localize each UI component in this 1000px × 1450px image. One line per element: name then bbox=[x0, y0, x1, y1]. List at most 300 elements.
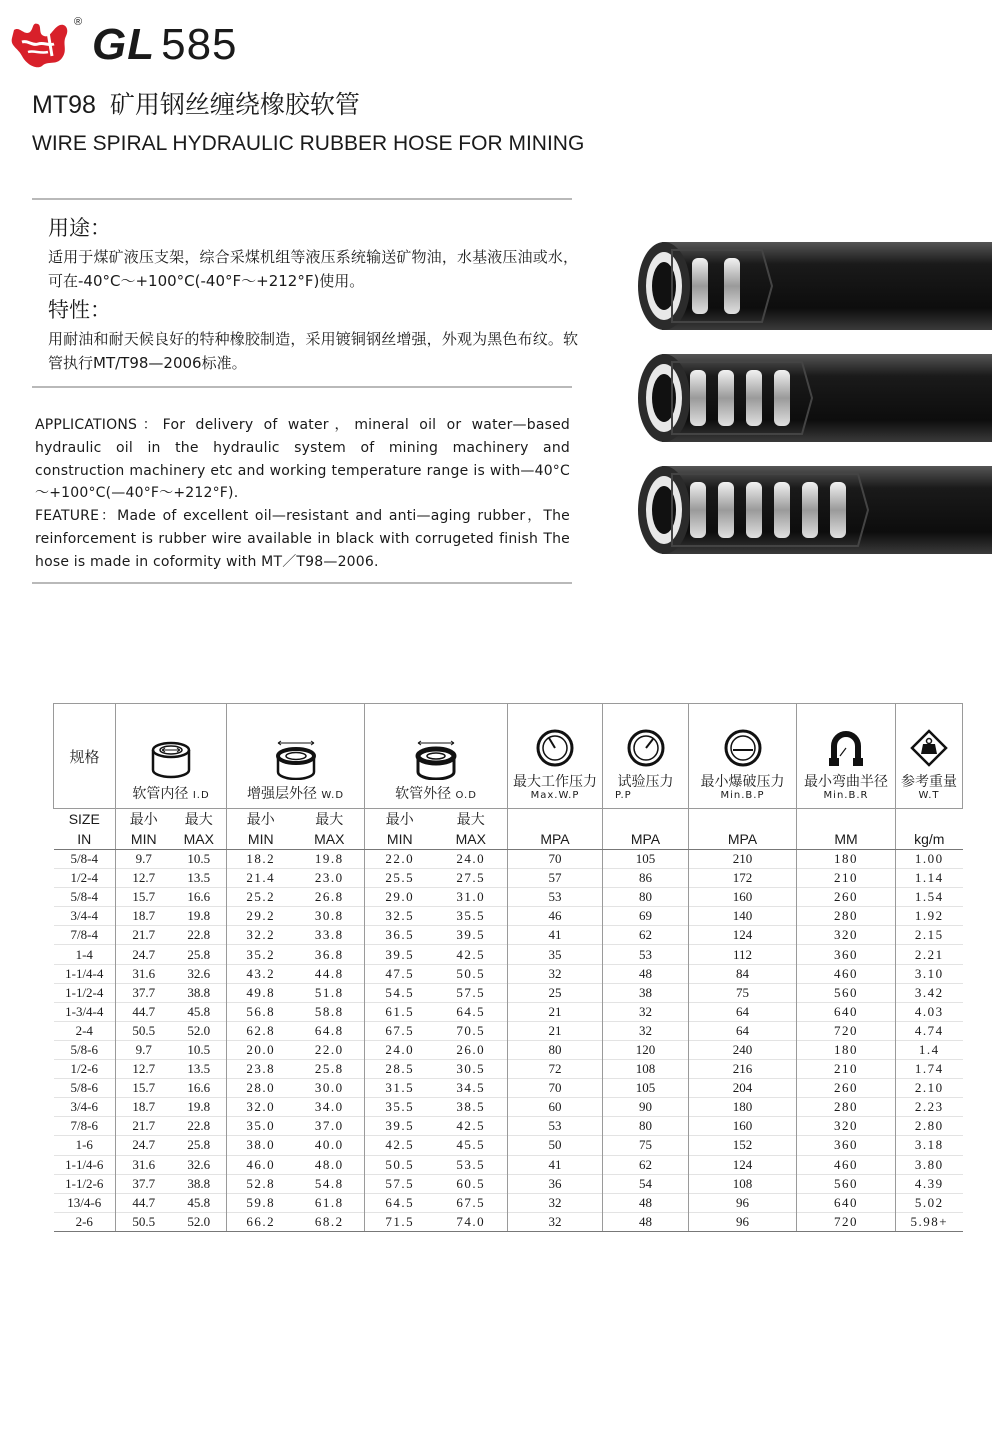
value-cell: 32.6 bbox=[172, 964, 227, 983]
value-cell: 33.8 bbox=[295, 926, 365, 945]
value-cell: 61.8 bbox=[295, 1193, 365, 1212]
header-label: 试验压力 bbox=[617, 774, 674, 790]
value-cell: 32.2 bbox=[227, 926, 295, 945]
value-cell: 28.5 bbox=[365, 1060, 435, 1079]
value-cell: 53 bbox=[508, 1117, 603, 1136]
value-cell: 57.5 bbox=[365, 1174, 435, 1193]
header-reinforcement-diameter bbox=[227, 704, 365, 809]
table-row bbox=[54, 907, 963, 926]
unit-label: MM bbox=[797, 829, 896, 850]
min-label-cn: 最小 bbox=[227, 809, 295, 830]
value-cell: 70.5 bbox=[435, 1021, 508, 1040]
value-cell: 50.5 bbox=[116, 1021, 172, 1040]
value-cell: 53.5 bbox=[435, 1155, 508, 1174]
unit-label: MPA bbox=[689, 829, 797, 850]
value-cell: 112 bbox=[689, 945, 797, 964]
value-cell: 2.15 bbox=[896, 926, 963, 945]
value-cell: 42.5 bbox=[435, 945, 508, 964]
table-row bbox=[54, 888, 963, 907]
bend-radius-icon bbox=[826, 728, 866, 768]
header-abbr: P.P bbox=[615, 790, 632, 801]
value-cell: 35.0 bbox=[227, 1117, 295, 1136]
table-row bbox=[54, 1155, 963, 1174]
header-abbr: Max.W.P bbox=[530, 790, 580, 801]
table-row bbox=[54, 1079, 963, 1098]
weight-icon bbox=[909, 728, 949, 768]
header-max-working-pressure bbox=[508, 704, 603, 809]
size-cell: 1-1/2-6 bbox=[54, 1174, 116, 1193]
value-cell: 32.6 bbox=[172, 1155, 227, 1174]
value-cell: 24.7 bbox=[116, 1136, 172, 1155]
table-row bbox=[54, 1098, 963, 1117]
value-cell: 25.8 bbox=[172, 1136, 227, 1155]
header-abbr: Min.B.P bbox=[720, 790, 765, 801]
value-cell: 36.8 bbox=[295, 945, 365, 964]
value-cell: 19.8 bbox=[295, 850, 365, 869]
header-weight bbox=[896, 704, 963, 809]
header-label: 最小弯曲半径 bbox=[804, 774, 888, 790]
header-outer-diameter bbox=[365, 704, 508, 809]
value-cell: 24.7 bbox=[116, 945, 172, 964]
value-cell: 16.6 bbox=[172, 1079, 227, 1098]
value-cell: 18.2 bbox=[227, 850, 295, 869]
value-cell: 21.4 bbox=[227, 869, 295, 888]
value-cell: 105 bbox=[603, 1079, 689, 1098]
value-cell: 44.8 bbox=[295, 964, 365, 983]
size-cell: 2-6 bbox=[54, 1212, 116, 1231]
header-abbr: W.D bbox=[321, 790, 345, 801]
value-cell: 2.10 bbox=[896, 1079, 963, 1098]
value-cell: 15.7 bbox=[116, 1079, 172, 1098]
value-cell: 720 bbox=[797, 1212, 896, 1231]
value-cell: 64 bbox=[689, 1002, 797, 1021]
table-row bbox=[54, 869, 963, 888]
value-cell: 72 bbox=[508, 1060, 603, 1079]
features-heading-cn: 特性： bbox=[48, 298, 111, 322]
table-row bbox=[54, 1021, 963, 1040]
min-label-en: MIN bbox=[365, 829, 435, 850]
value-cell: 26.0 bbox=[435, 1040, 508, 1059]
applications-heading-cn: 用途： bbox=[48, 216, 111, 240]
value-cell: 15.7 bbox=[116, 888, 172, 907]
value-cell: 31.0 bbox=[435, 888, 508, 907]
value-cell: 70 bbox=[508, 850, 603, 869]
value-cell: 31.6 bbox=[116, 964, 172, 983]
value-cell: 21 bbox=[508, 1002, 603, 1021]
value-cell: 2.80 bbox=[896, 1117, 963, 1136]
value-cell: 640 bbox=[797, 1002, 896, 1021]
size-cell: 1-1/2-4 bbox=[54, 983, 116, 1002]
table-row bbox=[54, 983, 963, 1002]
value-cell: 37.0 bbox=[295, 1117, 365, 1136]
pressure-gauge-icon bbox=[626, 728, 666, 768]
value-cell: 160 bbox=[689, 1117, 797, 1136]
value-cell: 105 bbox=[603, 850, 689, 869]
value-cell: 75 bbox=[603, 1136, 689, 1155]
value-cell: 23.8 bbox=[227, 1060, 295, 1079]
max-label-en: MAX bbox=[435, 829, 508, 850]
applications-text-en: APPLICATIONS：For delivery of water，mineral oil or water—based hydraulic oil in the hydraulic system of mining machinery and construction machinery etc and working temperature range is with—40°C ～+100°C(—40°F～+212°F). bbox=[35, 417, 570, 502]
value-cell: 38.5 bbox=[435, 1098, 508, 1117]
table-body bbox=[54, 850, 963, 1232]
value-cell: 1.92 bbox=[896, 907, 963, 926]
value-cell: 48.0 bbox=[295, 1155, 365, 1174]
value-cell: 320 bbox=[797, 1117, 896, 1136]
value-cell: 39.5 bbox=[365, 945, 435, 964]
value-cell: 3.18 bbox=[896, 1136, 963, 1155]
value-cell: 44.7 bbox=[116, 1002, 172, 1021]
header-label: 软管外径 bbox=[395, 786, 452, 802]
value-cell: 62 bbox=[603, 1155, 689, 1174]
value-cell: 3.10 bbox=[896, 964, 963, 983]
table-row bbox=[54, 945, 963, 964]
value-cell: 204 bbox=[689, 1079, 797, 1098]
value-cell: 59.8 bbox=[227, 1193, 295, 1212]
value-cell: 52.8 bbox=[227, 1174, 295, 1193]
value-cell: 38.0 bbox=[227, 1136, 295, 1155]
header-label: 最大工作压力 bbox=[513, 774, 597, 790]
header-abbr: O.D bbox=[455, 790, 477, 801]
unit-label: kg/m bbox=[896, 829, 963, 850]
header-label: 最小爆破压力 bbox=[700, 774, 785, 790]
value-cell: 32 bbox=[508, 964, 603, 983]
value-cell: 56.8 bbox=[227, 1002, 295, 1021]
size-cell: 2-4 bbox=[54, 1021, 116, 1040]
value-cell: 52.0 bbox=[172, 1212, 227, 1231]
value-cell: 38.8 bbox=[172, 983, 227, 1002]
pressure-gauge-icon bbox=[723, 728, 763, 768]
value-cell: 54 bbox=[603, 1174, 689, 1193]
value-cell: 560 bbox=[797, 983, 896, 1002]
value-cell: 720 bbox=[797, 1021, 896, 1040]
inner-diameter-icon bbox=[149, 740, 193, 780]
size-cell: 5/8-4 bbox=[54, 850, 116, 869]
value-cell: 71.5 bbox=[365, 1212, 435, 1231]
size-cell: 5/8-6 bbox=[54, 1040, 116, 1059]
value-cell: 35 bbox=[508, 945, 603, 964]
value-cell: 51.8 bbox=[295, 983, 365, 1002]
value-cell: 64.5 bbox=[365, 1193, 435, 1212]
value-cell: 80 bbox=[603, 1117, 689, 1136]
value-cell: 172 bbox=[689, 869, 797, 888]
value-cell: 50.5 bbox=[365, 1155, 435, 1174]
value-cell: 3.42 bbox=[896, 983, 963, 1002]
value-cell: 84 bbox=[689, 964, 797, 983]
value-cell: 10.5 bbox=[172, 850, 227, 869]
value-cell: 9.7 bbox=[116, 850, 172, 869]
hose-cross-section-image bbox=[632, 462, 992, 558]
value-cell: 45.8 bbox=[172, 1002, 227, 1021]
value-cell: 210 bbox=[689, 850, 797, 869]
size-cell: 5/8-4 bbox=[54, 888, 116, 907]
value-cell: 1.54 bbox=[896, 888, 963, 907]
value-cell: 27.5 bbox=[435, 869, 508, 888]
value-cell: 80 bbox=[508, 1040, 603, 1059]
divider bbox=[32, 198, 572, 200]
value-cell: 180 bbox=[689, 1098, 797, 1117]
size-cell: 1/2-6 bbox=[54, 1060, 116, 1079]
value-cell: 58.8 bbox=[295, 1002, 365, 1021]
value-cell: 21.7 bbox=[116, 926, 172, 945]
header-abbr: Min.B.R bbox=[823, 790, 869, 801]
value-cell: 1.00 bbox=[896, 850, 963, 869]
value-cell: 64.5 bbox=[435, 1002, 508, 1021]
header-label: 参考重量 bbox=[901, 774, 957, 790]
value-cell: 35.2 bbox=[227, 945, 295, 964]
value-cell: 3.80 bbox=[896, 1155, 963, 1174]
header-inner-diameter bbox=[116, 704, 227, 809]
value-cell: 29.2 bbox=[227, 907, 295, 926]
size-cell: 7/8-4 bbox=[54, 926, 116, 945]
value-cell: 86 bbox=[603, 869, 689, 888]
value-cell: 37.7 bbox=[116, 983, 172, 1002]
value-cell: 108 bbox=[603, 1060, 689, 1079]
value-cell: 37.7 bbox=[116, 1174, 172, 1193]
header-abbr: I.D bbox=[192, 790, 210, 801]
reinforcement-diameter-icon bbox=[274, 740, 318, 780]
table-units-row bbox=[54, 829, 963, 850]
value-cell: 53 bbox=[508, 888, 603, 907]
table-row bbox=[54, 850, 963, 869]
unit-label: MPA bbox=[603, 829, 689, 850]
value-cell: 4.39 bbox=[896, 1174, 963, 1193]
value-cell: 32.5 bbox=[365, 907, 435, 926]
value-cell: 60.5 bbox=[435, 1174, 508, 1193]
brand-title bbox=[92, 18, 238, 72]
value-cell: 160 bbox=[689, 888, 797, 907]
value-cell: 57.5 bbox=[435, 983, 508, 1002]
value-cell: 64 bbox=[689, 1021, 797, 1040]
hose-cross-section-image bbox=[632, 350, 992, 446]
value-cell: 108 bbox=[689, 1174, 797, 1193]
pressure-gauge-icon bbox=[535, 728, 575, 768]
value-cell: 75 bbox=[689, 983, 797, 1002]
header-proof-pressure bbox=[603, 704, 689, 809]
table-row bbox=[54, 1136, 963, 1155]
value-cell: 24.0 bbox=[435, 850, 508, 869]
value-cell: 57 bbox=[508, 869, 603, 888]
value-cell: 49.8 bbox=[227, 983, 295, 1002]
value-cell: 26.8 bbox=[295, 888, 365, 907]
table-row bbox=[54, 1040, 963, 1059]
value-cell: 53 bbox=[603, 945, 689, 964]
value-cell: 18.7 bbox=[116, 907, 172, 926]
value-cell: 42.5 bbox=[435, 1117, 508, 1136]
value-cell: 16.6 bbox=[172, 888, 227, 907]
value-cell: 152 bbox=[689, 1136, 797, 1155]
value-cell: 25.5 bbox=[365, 869, 435, 888]
applications-text-cn: 适用于煤矿液压支架，综合采煤机组等液压系统输送矿物油，水基液压油或水，可在-40°C～+100°C(-40°F～+212°F)使用。 bbox=[48, 248, 578, 290]
value-cell: 80 bbox=[603, 888, 689, 907]
value-cell: 25.8 bbox=[295, 1060, 365, 1079]
table-row bbox=[54, 964, 963, 983]
value-cell: 18.7 bbox=[116, 1098, 172, 1117]
table-row bbox=[54, 1193, 963, 1212]
value-cell: 34.0 bbox=[295, 1098, 365, 1117]
value-cell: 47.5 bbox=[365, 964, 435, 983]
value-cell: 5.98+ bbox=[896, 1212, 963, 1231]
brand-logo bbox=[8, 16, 74, 72]
product-title-cn bbox=[32, 88, 360, 122]
value-cell: 10.5 bbox=[172, 1040, 227, 1059]
value-cell: 32.0 bbox=[227, 1098, 295, 1117]
value-cell: 41 bbox=[508, 926, 603, 945]
value-cell: 2.23 bbox=[896, 1098, 963, 1117]
header-label: 增强层外径 bbox=[246, 786, 317, 802]
value-cell: 240 bbox=[689, 1040, 797, 1059]
size-cell: 13/4-6 bbox=[54, 1193, 116, 1212]
value-cell: 13.5 bbox=[172, 869, 227, 888]
brand-number: 585 bbox=[161, 20, 238, 69]
value-cell: 560 bbox=[797, 1174, 896, 1193]
value-cell: 180 bbox=[797, 850, 896, 869]
model-code: MT98 bbox=[32, 91, 96, 119]
hose-cross-section-image bbox=[632, 238, 992, 334]
value-cell: 45.5 bbox=[435, 1136, 508, 1155]
value-cell: 96 bbox=[689, 1193, 797, 1212]
table-row bbox=[54, 1002, 963, 1021]
value-cell: 34.5 bbox=[435, 1079, 508, 1098]
value-cell: 45.8 bbox=[172, 1193, 227, 1212]
value-cell: 360 bbox=[797, 945, 896, 964]
value-cell: 48 bbox=[603, 1212, 689, 1231]
value-cell: 124 bbox=[689, 1155, 797, 1174]
value-cell: 120 bbox=[603, 1040, 689, 1059]
table-row bbox=[54, 1174, 963, 1193]
value-cell: 23.0 bbox=[295, 869, 365, 888]
value-cell: 9.7 bbox=[116, 1040, 172, 1059]
in-label: IN bbox=[54, 829, 116, 850]
value-cell: 19.8 bbox=[172, 907, 227, 926]
value-cell: 20.0 bbox=[227, 1040, 295, 1059]
value-cell: 54.8 bbox=[295, 1174, 365, 1193]
value-cell: 39.5 bbox=[365, 1117, 435, 1136]
value-cell: 32 bbox=[508, 1193, 603, 1212]
value-cell: 32 bbox=[508, 1212, 603, 1231]
value-cell: 46.0 bbox=[227, 1155, 295, 1174]
value-cell: 30.5 bbox=[435, 1060, 508, 1079]
value-cell: 50.5 bbox=[435, 964, 508, 983]
value-cell: 28.0 bbox=[227, 1079, 295, 1098]
value-cell: 36.5 bbox=[365, 926, 435, 945]
value-cell: 62 bbox=[603, 926, 689, 945]
value-cell: 124 bbox=[689, 926, 797, 945]
title-cn-text: 矿用钢丝缠绕橡胶软管 bbox=[109, 90, 360, 119]
value-cell: 46 bbox=[508, 907, 603, 926]
value-cell: 48 bbox=[603, 1193, 689, 1212]
value-cell: 35.5 bbox=[365, 1098, 435, 1117]
value-cell: 22.0 bbox=[295, 1040, 365, 1059]
value-cell: 640 bbox=[797, 1193, 896, 1212]
size-cell: 1-3/4-4 bbox=[54, 1002, 116, 1021]
value-cell: 54.5 bbox=[365, 983, 435, 1002]
table-row bbox=[54, 926, 963, 945]
size-cell: 7/8-6 bbox=[54, 1117, 116, 1136]
table-row bbox=[54, 1212, 963, 1231]
value-cell: 50.5 bbox=[116, 1212, 172, 1231]
value-cell: 74.0 bbox=[435, 1212, 508, 1231]
value-cell: 31.6 bbox=[116, 1155, 172, 1174]
value-cell: 90 bbox=[603, 1098, 689, 1117]
outer-diameter-icon bbox=[414, 740, 458, 780]
value-cell: 32 bbox=[603, 1021, 689, 1040]
value-cell: 320 bbox=[797, 926, 896, 945]
value-cell: 31.5 bbox=[365, 1079, 435, 1098]
value-cell: 12.7 bbox=[116, 869, 172, 888]
max-label-en: MAX bbox=[172, 829, 227, 850]
value-cell: 22.8 bbox=[172, 926, 227, 945]
table-row bbox=[54, 1117, 963, 1136]
feature-text-en: FEATURE：Made of excellent oil—resistant and anti—aging rubber，The reinforcement is rubber wire available in black with corrugeted finish The hose is made in coformity with MT／T98—2006. bbox=[35, 508, 570, 570]
value-cell: 62.8 bbox=[227, 1021, 295, 1040]
size-cell: 5/8-6 bbox=[54, 1079, 116, 1098]
value-cell: 60 bbox=[508, 1098, 603, 1117]
value-cell: 96 bbox=[689, 1212, 797, 1231]
value-cell: 19.8 bbox=[172, 1098, 227, 1117]
value-cell: 50 bbox=[508, 1136, 603, 1155]
value-cell: 4.74 bbox=[896, 1021, 963, 1040]
value-cell: 210 bbox=[797, 869, 896, 888]
product-title-en: WIRE SPIRAL HYDRAULIC RUBBER HOSE FOR MINING bbox=[32, 132, 585, 155]
value-cell: 48 bbox=[603, 964, 689, 983]
size-cell: 3/4-6 bbox=[54, 1098, 116, 1117]
value-cell: 280 bbox=[797, 1098, 896, 1117]
header-label: 软管内径 bbox=[132, 786, 189, 802]
value-cell: 39.5 bbox=[435, 926, 508, 945]
unit-label: MPA bbox=[508, 829, 603, 850]
value-cell: 29.0 bbox=[365, 888, 435, 907]
value-cell: 140 bbox=[689, 907, 797, 926]
size-cell: 1-6 bbox=[54, 1136, 116, 1155]
registered-mark: ® bbox=[74, 16, 83, 28]
spec-label: 规格 bbox=[54, 704, 116, 809]
value-cell: 67.5 bbox=[435, 1193, 508, 1212]
value-cell: 360 bbox=[797, 1136, 896, 1155]
value-cell: 1.74 bbox=[896, 1060, 963, 1079]
value-cell: 25.2 bbox=[227, 888, 295, 907]
value-cell: 38.8 bbox=[172, 1174, 227, 1193]
value-cell: 24.0 bbox=[365, 1040, 435, 1059]
value-cell: 22.8 bbox=[172, 1117, 227, 1136]
value-cell: 1.4 bbox=[896, 1040, 963, 1059]
description-en bbox=[35, 414, 570, 574]
value-cell: 280 bbox=[797, 907, 896, 926]
min-label-en: MIN bbox=[116, 829, 172, 850]
value-cell: 40.0 bbox=[295, 1136, 365, 1155]
value-cell: 180 bbox=[797, 1040, 896, 1059]
max-label-cn: 最大 bbox=[456, 811, 485, 827]
size-cell: 1/2-4 bbox=[54, 869, 116, 888]
value-cell: 32 bbox=[603, 1002, 689, 1021]
value-cell: 1.14 bbox=[896, 869, 963, 888]
header-min-burst-pressure bbox=[689, 704, 797, 809]
min-label-cn: 最小 bbox=[365, 809, 435, 830]
size-cell: 1-4 bbox=[54, 945, 116, 964]
value-cell: 43.2 bbox=[227, 964, 295, 983]
value-cell: 36 bbox=[508, 1174, 603, 1193]
min-label-cn: 最小 bbox=[116, 809, 172, 830]
min-label-en: MIN bbox=[227, 829, 295, 850]
table-subheader-row bbox=[54, 809, 963, 830]
value-cell: 30.0 bbox=[295, 1079, 365, 1098]
value-cell: 260 bbox=[797, 1079, 896, 1098]
value-cell: 216 bbox=[689, 1060, 797, 1079]
value-cell: 21 bbox=[508, 1021, 603, 1040]
size-cell: 1-1/4-6 bbox=[54, 1155, 116, 1174]
header-abbr: W.T bbox=[918, 790, 940, 801]
value-cell: 41 bbox=[508, 1155, 603, 1174]
value-cell: 25 bbox=[508, 983, 603, 1002]
